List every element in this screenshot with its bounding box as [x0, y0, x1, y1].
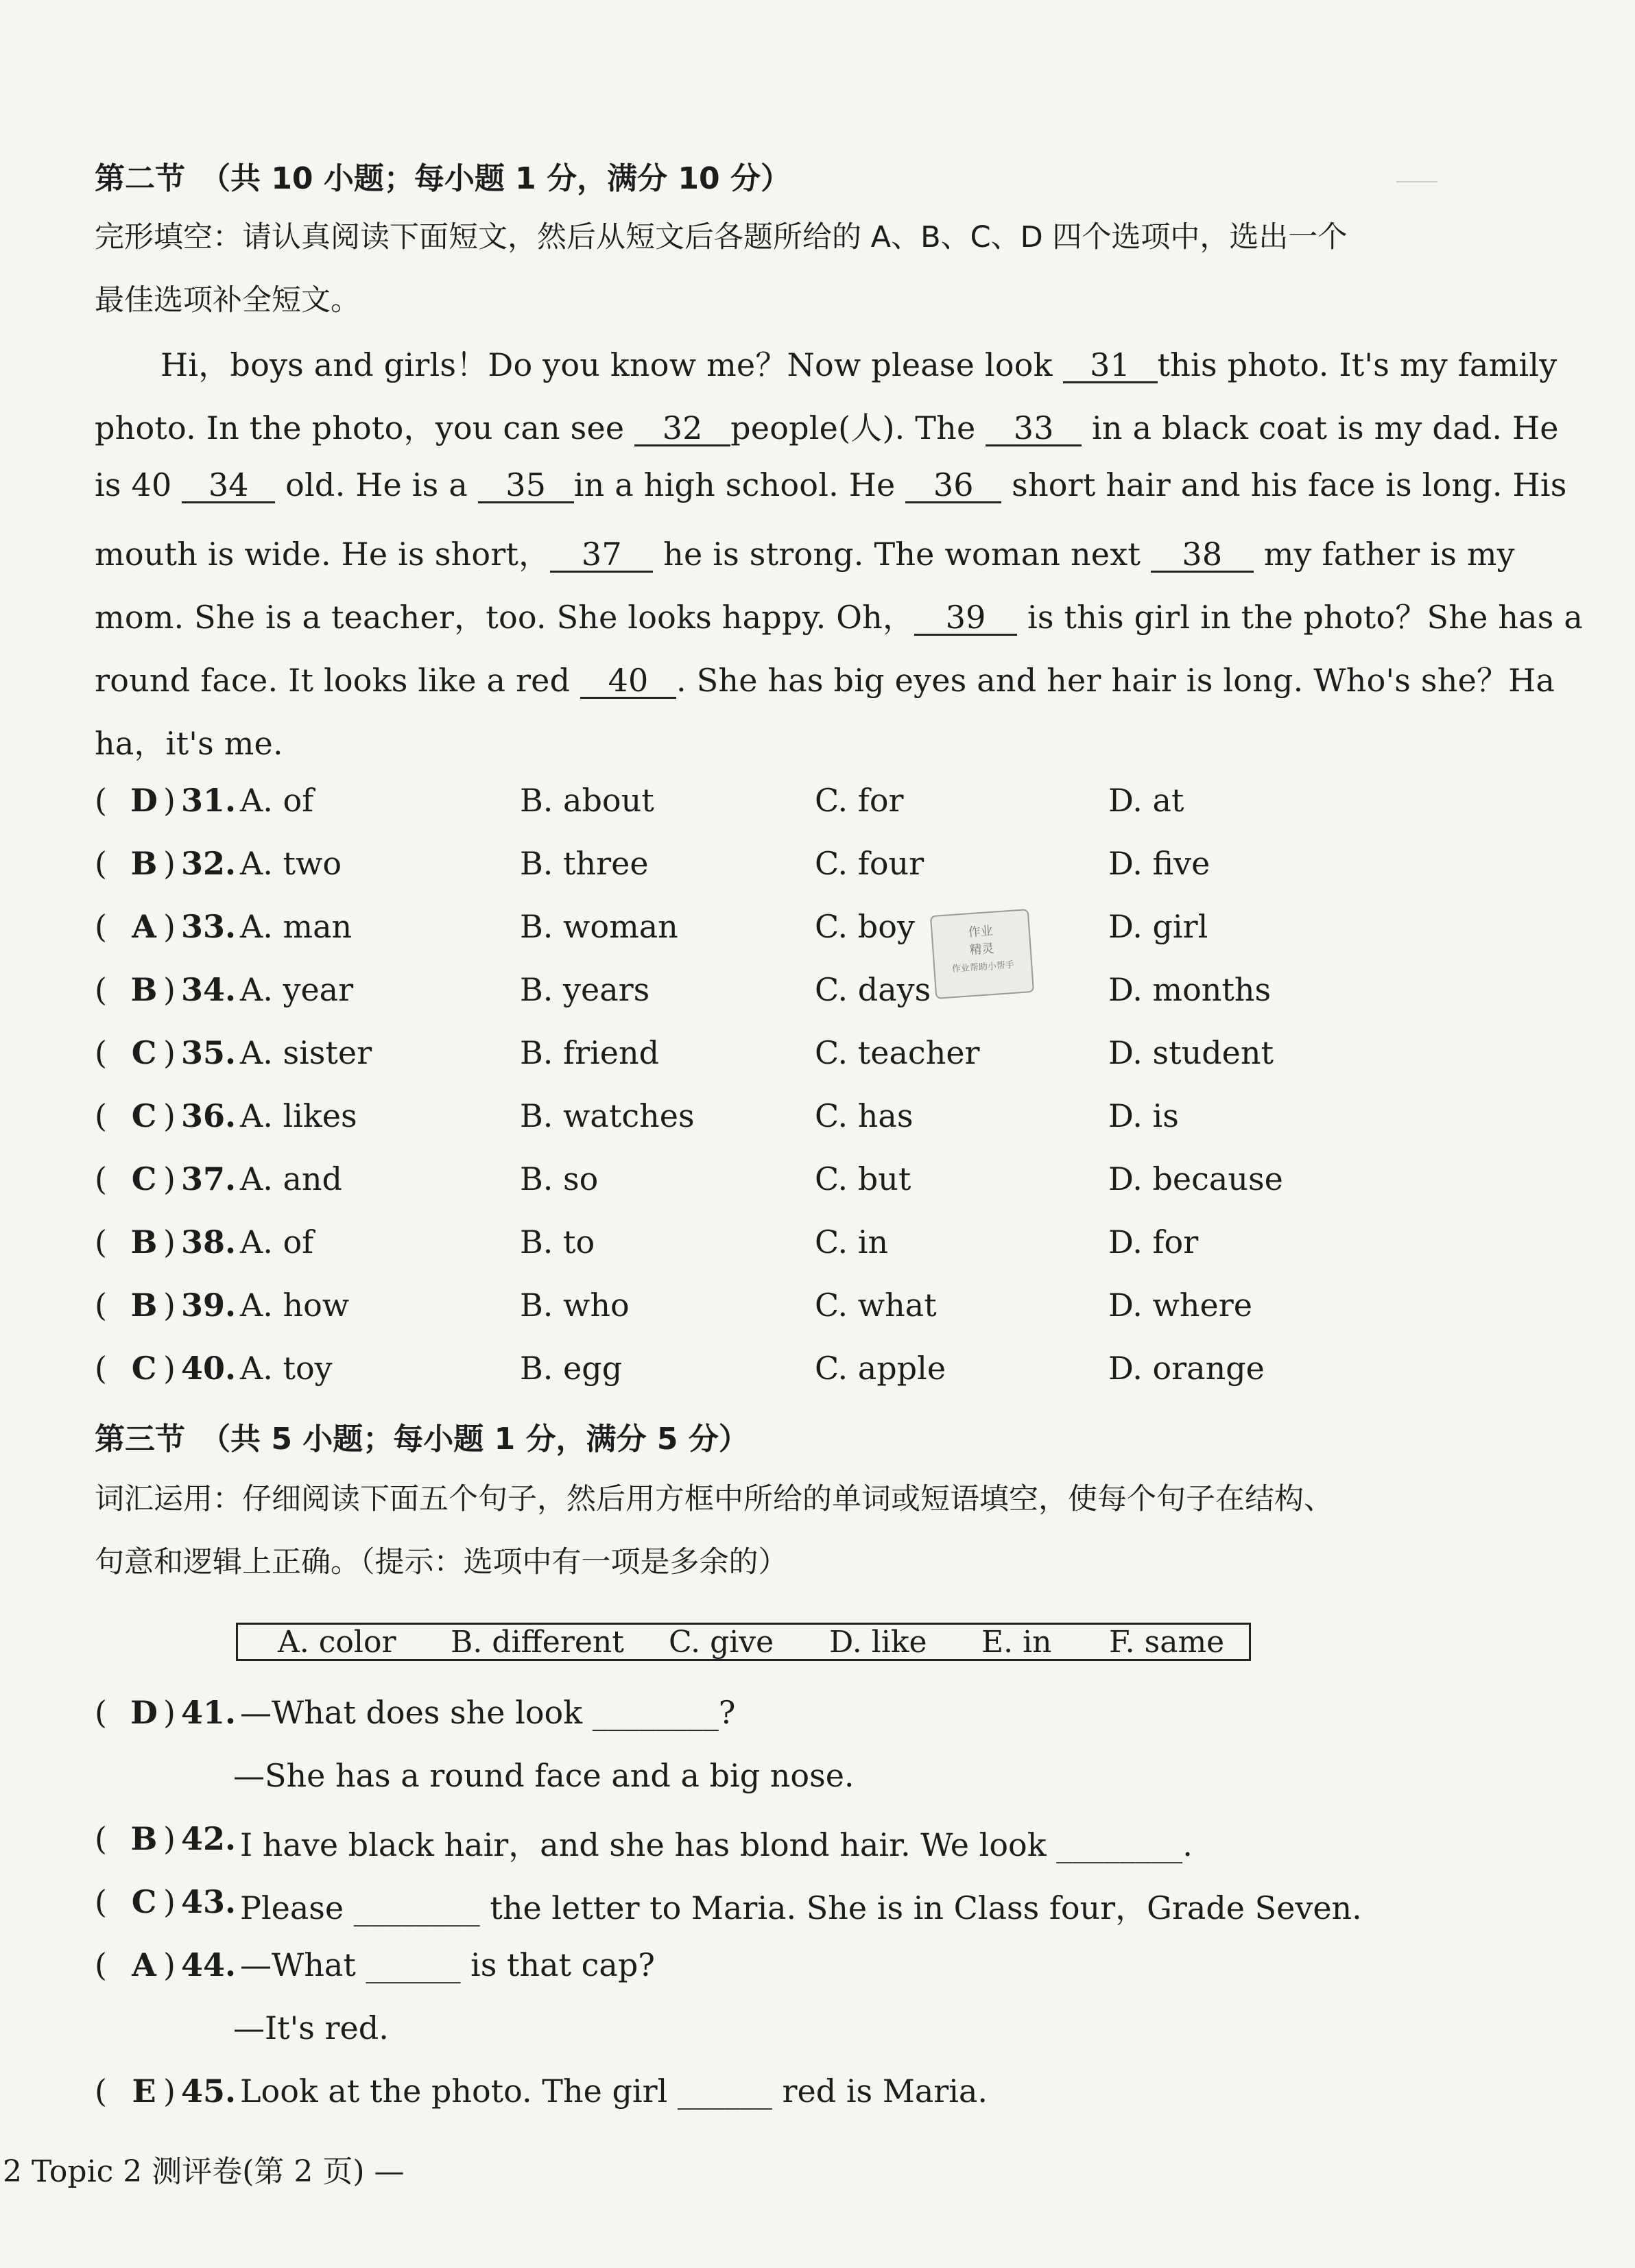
question-number: 44. — [181, 1946, 237, 1983]
question-number: 34. — [181, 971, 237, 1008]
passage-line-1 — [160, 340, 1557, 385]
passage-text: Hi，boys and girls！Do you know me？Now please look — [160, 346, 1063, 383]
passage-text: he is strong. The woman next — [653, 536, 1151, 573]
question-text: Please ________ the letter to Maria. She is in Class four，Grade Seven. — [240, 1889, 1362, 1926]
bracket: ) — [163, 1820, 176, 1857]
answer: B — [130, 1223, 158, 1261]
option-c: C. but — [815, 1160, 911, 1197]
question-number: 35. — [181, 1034, 237, 1071]
passage-text: round face. It looks like a red — [95, 662, 581, 699]
watermark-stamp — [930, 909, 1034, 999]
passage-line-7: ha，it's me. — [95, 725, 283, 762]
option-a: A. likes — [240, 1097, 357, 1134]
answer: B — [130, 1287, 158, 1324]
option-c: C. four — [815, 845, 924, 882]
passage-line-4 — [95, 529, 1515, 575]
question-text: —What ______ is that cap? — [240, 1946, 655, 1983]
question-number: 38. — [181, 1223, 237, 1261]
cloze-question-36 — [95, 1097, 1535, 1138]
section3-title: 第三节 （共 5 小题；每小题 1 分，满分 5 分） — [95, 1422, 749, 1457]
question-number: 41. — [181, 1694, 237, 1731]
cloze-question-37 — [95, 1160, 1535, 1202]
option-b: B. so — [520, 1160, 599, 1197]
option-a: A. sister — [240, 1034, 372, 1071]
question-number: 37. — [181, 1160, 237, 1197]
option-d: D. orange — [1108, 1350, 1265, 1387]
word-option: A. color — [278, 1625, 396, 1660]
section3-instruction-line2: 句意和逻辑上正确。（提示：选项中有一项是多余的） — [95, 1545, 788, 1579]
section2-instruction-line2: 最佳选项补全短文。 — [95, 283, 360, 318]
bracket: ( — [95, 1350, 107, 1387]
question-number: 32. — [181, 845, 237, 882]
passage-text: photo. In the photo，you can see — [95, 409, 635, 446]
cloze-question-34 — [95, 971, 1535, 1012]
word-option: C. give — [669, 1625, 774, 1660]
bracket: ( — [95, 971, 107, 1008]
word-option: F. same — [1109, 1625, 1225, 1660]
question-number: 45. — [181, 2073, 237, 2110]
answer: C — [131, 1883, 157, 1920]
option-a: A. how — [240, 1287, 350, 1324]
bracket: ) — [163, 908, 176, 945]
answer: C — [131, 1097, 157, 1134]
option-a: A. of — [240, 782, 314, 819]
bracket: ( — [95, 782, 107, 819]
answer: C — [131, 1034, 157, 1071]
option-c: C. in — [815, 1223, 889, 1261]
option-b: B. friend — [520, 1034, 660, 1071]
bracket: ) — [163, 1223, 176, 1261]
option-d: D. is — [1108, 1097, 1179, 1134]
scan-mark — [1396, 181, 1437, 182]
section2-title: 第二节 （共 10 小题；每小题 1 分，满分 10 分） — [95, 161, 791, 196]
option-c: C. days — [815, 971, 931, 1008]
passage-text: is 40 — [95, 466, 182, 503]
cloze-question-33 — [95, 908, 1535, 949]
stamp-text: 作业 — [968, 923, 994, 940]
bracket: ) — [163, 1946, 176, 1983]
vocab-question-43 — [95, 1883, 1535, 1924]
blank-35: 35 — [478, 468, 574, 503]
option-b: B. egg — [520, 1350, 623, 1387]
option-c: C. has — [815, 1097, 914, 1134]
option-a: A. toy — [240, 1350, 333, 1387]
option-d: D. at — [1108, 782, 1184, 819]
passage-text: my father is my — [1253, 536, 1515, 573]
passage-text: . She has big eyes and her hair is long. Who's she？Ha — [676, 662, 1555, 699]
vocab-question-44 — [95, 1946, 1535, 1988]
passage-line-5 — [95, 593, 1583, 638]
option-b: B. watches — [520, 1097, 695, 1134]
answer: D — [130, 782, 158, 819]
option-a: A. of — [240, 1223, 314, 1261]
bracket: ( — [95, 1160, 107, 1197]
blank-39: 39 — [914, 601, 1017, 636]
option-b: B. about — [520, 782, 654, 819]
bracket: ) — [163, 2073, 176, 2110]
section3-instruction-line1: 词汇运用：仔细阅读下面五个句子，然后用方框中所给的单词或短语填空，使每个句子在结构、 — [95, 1482, 1333, 1516]
bracket: ) — [163, 1350, 176, 1387]
option-b: B. who — [520, 1287, 630, 1324]
option-a: A. and — [240, 1160, 342, 1197]
answer: D — [130, 1694, 158, 1731]
answer: B — [130, 845, 158, 882]
bracket: ) — [163, 1160, 176, 1197]
passage-line-2 — [95, 403, 1559, 449]
passage-text: short hair and his face is long. His — [1001, 466, 1567, 503]
bracket: ) — [163, 1287, 176, 1324]
option-c: C. what — [815, 1287, 937, 1324]
option-c: C. for — [815, 782, 904, 819]
bracket: ) — [163, 1883, 176, 1920]
option-a: A. year — [240, 971, 354, 1008]
blank-38: 38 — [1151, 538, 1254, 573]
question-number: 31. — [181, 782, 237, 819]
passage-line-3 — [95, 466, 1567, 503]
passage-line-6 — [95, 656, 1555, 701]
passage-text: mouth is wide. He is short， — [95, 536, 551, 573]
cloze-question-31 — [95, 782, 1535, 823]
stamp-text: 精灵 — [968, 941, 995, 958]
stamp-text: 作业帮助小帮手 — [951, 959, 1015, 975]
question-number: 42. — [181, 1820, 237, 1857]
bracket: ( — [95, 1946, 107, 1983]
question-text: I have black hair，and she has blond hair. We look ________. — [240, 1826, 1193, 1863]
blank-34: 34 — [182, 468, 275, 503]
option-d: D. because — [1108, 1160, 1283, 1197]
section2-instruction-line1: 完形填空：请认真阅读下面短文，然后从短文后各题所给的 A、B、C、D 四个选项中，选出一个 — [95, 220, 1348, 254]
bracket: ( — [95, 1694, 107, 1731]
bracket: ) — [163, 1097, 176, 1134]
passage-text: this photo. It's my family — [1157, 346, 1558, 383]
question-number: 33. — [181, 908, 237, 945]
bracket: ) — [163, 971, 176, 1008]
option-d: D. where — [1108, 1287, 1252, 1324]
option-d: D. girl — [1108, 908, 1208, 945]
vocab-reply-41: —She has a round face and a big nose. — [233, 1757, 855, 1794]
bracket: ) — [163, 845, 176, 882]
passage-text: mom. She is a teacher，too. She looks happy. Oh， — [95, 599, 915, 636]
question-text: Look at the photo. The girl ______ red is Maria. — [240, 2073, 988, 2110]
cloze-question-35 — [95, 1034, 1535, 1075]
option-d: D. student — [1108, 1034, 1274, 1071]
option-b: B. to — [520, 1223, 595, 1261]
word-option: E. in — [981, 1625, 1052, 1660]
option-d: D. months — [1108, 971, 1272, 1008]
word-option: B. different — [451, 1625, 624, 1660]
option-a: A. two — [240, 845, 342, 882]
option-b: B. three — [520, 845, 649, 882]
blank-37: 37 — [550, 538, 653, 573]
vocab-reply-44: —It's red. — [233, 2009, 389, 2046]
bracket: ( — [95, 1883, 107, 1920]
option-b: B. years — [520, 971, 650, 1008]
bracket: ( — [95, 2073, 107, 2110]
blank-40: 40 — [580, 664, 676, 699]
option-c: C. boy — [815, 908, 915, 945]
question-number: 39. — [181, 1287, 237, 1324]
passage-text: in a high school. He — [573, 466, 906, 503]
bracket: ) — [163, 782, 176, 819]
answer: C — [131, 1350, 157, 1387]
bracket: ( — [95, 1287, 107, 1324]
option-c: C. teacher — [815, 1034, 980, 1071]
cloze-question-40 — [95, 1350, 1535, 1391]
question-number: 43. — [181, 1883, 237, 1920]
vocab-question-45 — [95, 2073, 1535, 2114]
option-c: C. apple — [815, 1350, 946, 1387]
bracket: ( — [95, 845, 107, 882]
option-a: A. man — [240, 908, 353, 945]
bracket: ) — [163, 1694, 176, 1731]
answer: E — [132, 2073, 156, 2110]
option-d: D. five — [1108, 845, 1210, 882]
blank-32: 32 — [634, 411, 730, 446]
bracket: ( — [95, 1223, 107, 1261]
option-d: D. for — [1108, 1223, 1199, 1261]
question-text: —What does she look ________? — [240, 1694, 736, 1731]
answer: A — [132, 908, 156, 945]
bracket: ( — [95, 908, 107, 945]
passage-text: people(人). The — [730, 409, 986, 446]
cloze-question-39 — [95, 1287, 1535, 1328]
word-bank-box — [236, 1623, 1251, 1661]
answer: B — [130, 971, 158, 1008]
bracket: ( — [95, 1097, 107, 1134]
answer: B — [130, 1820, 158, 1857]
answer: A — [132, 1946, 156, 1983]
page-footer: 2 Topic 2 测评卷(第 2 页) — — [3, 2154, 405, 2189]
vocab-question-41 — [95, 1694, 1535, 1735]
cloze-question-38 — [95, 1223, 1535, 1265]
bracket: ( — [95, 1820, 107, 1857]
question-number: 40. — [181, 1350, 237, 1387]
blank-31: 31 — [1063, 348, 1158, 383]
option-b: B. woman — [520, 908, 678, 945]
blank-36: 36 — [905, 468, 1001, 503]
vocab-question-42 — [95, 1820, 1535, 1861]
word-option: D. like — [829, 1625, 927, 1660]
answer: C — [131, 1160, 157, 1197]
bracket: ) — [163, 1034, 176, 1071]
passage-text: old. He is a — [275, 466, 478, 503]
cloze-question-32 — [95, 845, 1535, 886]
question-number: 36. — [181, 1097, 237, 1134]
bracket: ( — [95, 1034, 107, 1071]
passage-text: is this girl in the photo？She has a — [1017, 599, 1584, 636]
blank-33: 33 — [986, 411, 1082, 446]
passage-text: in a black coat is my dad. He — [1082, 409, 1559, 446]
